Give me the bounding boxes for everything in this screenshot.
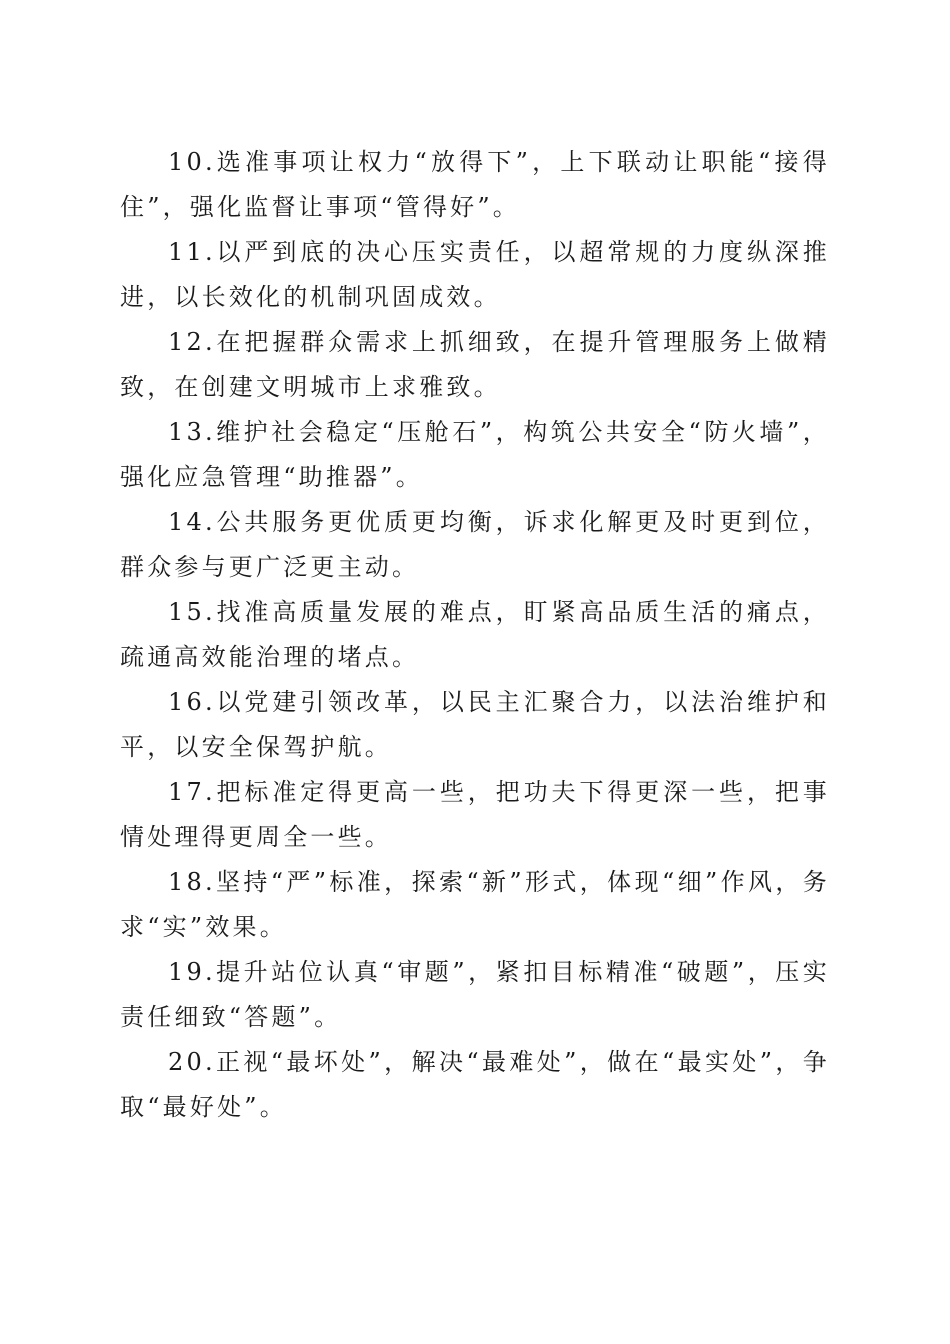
paragraph-13: 13.维护社会稳定“压舱石”，构筑公共安全“防火墙”，强化应急管理“助推器”。 [120,418,830,491]
paragraph-12: 12.在把握群众需求上抓细致，在提升管理服务上做精致，在创建文明城市上求雅致。 [120,328,830,401]
document-body [120,140,830,1130]
paragraph-15: 15.找准高质量发展的难点，盯紧高品质生活的痛点，疏通高效能治理的堵点。 [120,598,830,671]
paragraph-17: 17.把标准定得更高一些，把功夫下得更深一些，把事情处理得更周全一些。 [120,778,830,851]
paragraph-10: 10.选准事项让权力“放得下”，上下联动让职能“接得住”，强化监督让事项“管得好”。 [120,148,830,221]
paragraph-14: 14.公共服务更优质更均衡，诉求化解更及时更到位，群众参与更广泛更主动。 [120,508,830,581]
paragraph-19: 19.提升站位认真“审题”，紧扣目标精准“破题”，压实责任细致“答题”。 [120,958,830,1031]
paragraph-16: 16.以党建引领改革，以民主汇聚合力，以法治维护和平，以安全保驾护航。 [120,688,830,761]
paragraph-11: 11.以严到底的决心压实责任，以超常规的力度纵深推进，以长效化的机制巩固成效。 [120,238,830,311]
paragraph-20: 20.正视“最坏处”，解决“最难处”，做在“最实处”，争取“最好处”。 [120,1048,830,1121]
paragraph-18: 18.坚持“严”标准，探索“新”形式，体现“细”作风，务求“实”效果。 [120,868,830,941]
